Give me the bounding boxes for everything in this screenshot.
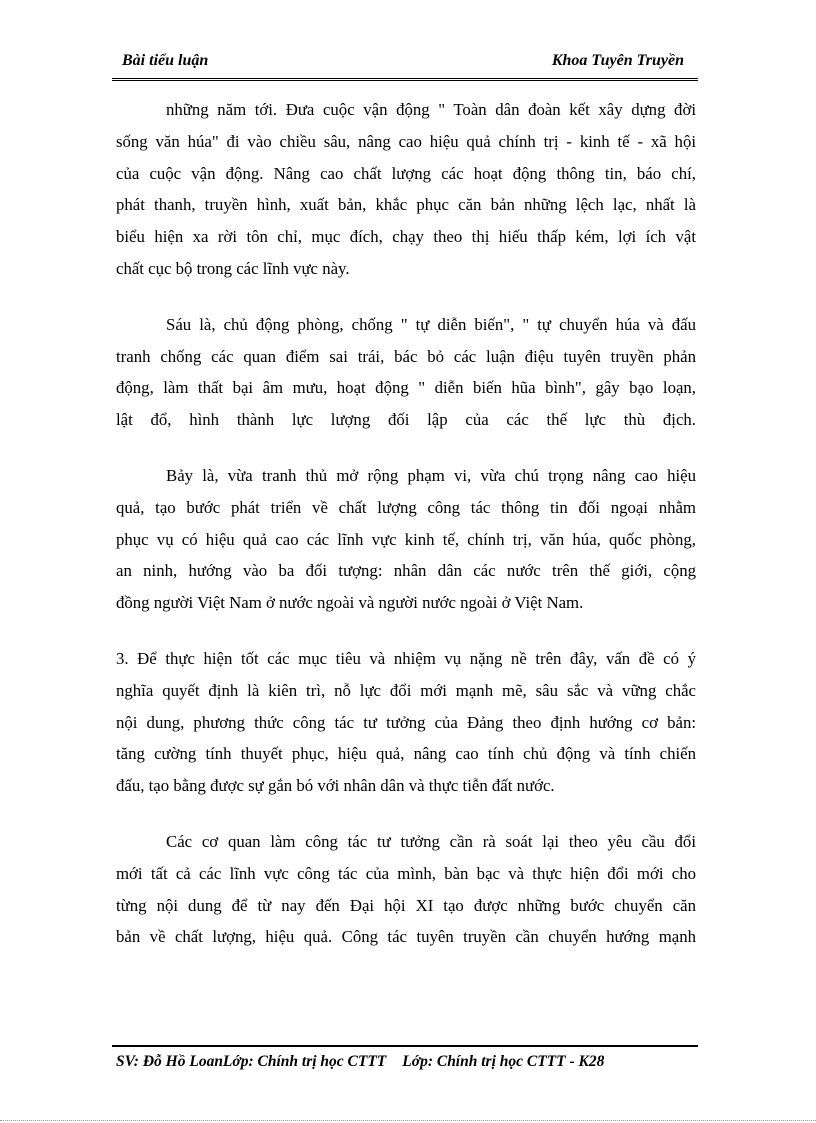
header-right-title: Khoa Tuyên Truyền (551, 52, 684, 69)
paragraph-line: những năm tới. Đưa cuộc vận động " Toàn dân đoàn kết xây dựng đời (166, 100, 696, 119)
paragraph-line: nội dung, phương thức công tác tư tưởng của Đảng theo định hướng cơ bản: (116, 712, 696, 732)
paragraph-line: đồng người Việt Nam ở nước ngoài và người nước ngoài ở Việt Nam. (116, 593, 584, 613)
paragraph-line: Bảy là, vừa tranh thủ mở rộng phạm vi, vừa chú trọng nâng cao hiệu (166, 465, 696, 485)
paragraph-line: sống văn húa" đi vào chiều sâu, nâng cao hiệu quả chính trị - kinh tế - xã hội (116, 131, 696, 151)
paragraph-gap (116, 285, 696, 309)
paragraph-line: an ninh, hướng vào ba đối tượng: nhân dân các nước trên thế giới, cộng (116, 561, 696, 581)
page-bottom-border (0, 1120, 816, 1121)
paragraph-line: Các cơ quan làm công tác tư tưởng cần rà soát lại theo yêu cầu đổi (166, 831, 696, 851)
paragraph-line: phục vụ có hiệu quả cao các lĩnh vực kinh tế, chính trị, văn húa, quốc phòng, (116, 529, 696, 549)
paragraph-line: 3. Để thực hiện tốt các mục tiêu và nhiệm vụ nặng nề trên đây, vấn đề có ý (116, 648, 696, 668)
page-footer (112, 1045, 698, 1077)
paragraph-line: Sáu là, chủ động phòng, chống " tự diễn biến", " tự chuyển húa và đấu (166, 314, 696, 334)
footer-class-info: Lớp: Chính trị học CTTT - K28 (402, 1053, 605, 1070)
paragraph-line: tranh chống các quan điểm sai trái, bác bỏ các luận điệu tuyên truyền phản (116, 346, 696, 366)
paragraph-line: tăng cường tính thuyết phục, hiệu quả, nâng cao tính chủ động và tính chiến (116, 744, 696, 764)
paragraph-gap (116, 436, 696, 460)
paragraph (116, 826, 696, 953)
paragraph-line: biểu hiện xa rời tôn chỉ, mục đích, chạy theo thị hiếu thấp kém, lợi ích vật (116, 227, 696, 247)
paragraph-line: của cuộc vận động. Nâng cao chất lượng các hoạt động thông tin, báo chí, (116, 163, 696, 183)
paragraph-line: nghĩa quyết định là kiên trì, nỗ lực đổi mới mạnh mẽ, sâu sắc và vững chắc (116, 680, 696, 700)
document-body (116, 94, 696, 953)
paragraph-gap (116, 802, 696, 826)
paragraph-line: chất cục bộ trong các lĩnh vực này. (116, 258, 350, 278)
footer-text (116, 1053, 604, 1071)
paragraph-line: từng nội dung để từ nay đến Đại hội XI tạo được những bước chuyển căn (116, 895, 696, 915)
paragraph (116, 94, 696, 285)
paragraph-line: mới tất cả các lĩnh vực công tác của mình, bàn bạc và thực hiện đổi mới cho (116, 863, 696, 883)
header-left-title: Bài tiểu luận (122, 52, 209, 69)
paragraph-line: bản về chất lượng, hiệu quả. Công tác tuyên truyền cần chuyển hướng mạnh (116, 927, 696, 947)
paragraph-line: động, làm thất bại âm mưu, hoạt động " diễn biến hũa bình", gây bạo loạn, (116, 378, 696, 398)
paragraph-line: quả, tạo bước phát triển về chất lượng công tác thông tin đối ngoại nhằm (116, 497, 696, 517)
paragraph (116, 309, 696, 436)
paragraph-line: lật đổ, hình thành lực lượng đối lập của các thế lực thù địch. (116, 410, 696, 430)
paragraph-gap (116, 619, 696, 643)
paragraph (116, 643, 696, 802)
footer-student-info: SV: Đỗ Hồ LoanLớp: Chính trị học CTTT (116, 1053, 387, 1070)
paragraph-line: phát thanh, truyền hình, xuất bản, khắc phục căn bản những lệch lạc, nhất là (116, 195, 696, 215)
paragraph (116, 460, 696, 619)
page-header (112, 48, 698, 81)
paragraph-line: đấu, tạo bằng được sự gắn bó với nhân dân và thực tiễn đất nước. (116, 776, 555, 796)
